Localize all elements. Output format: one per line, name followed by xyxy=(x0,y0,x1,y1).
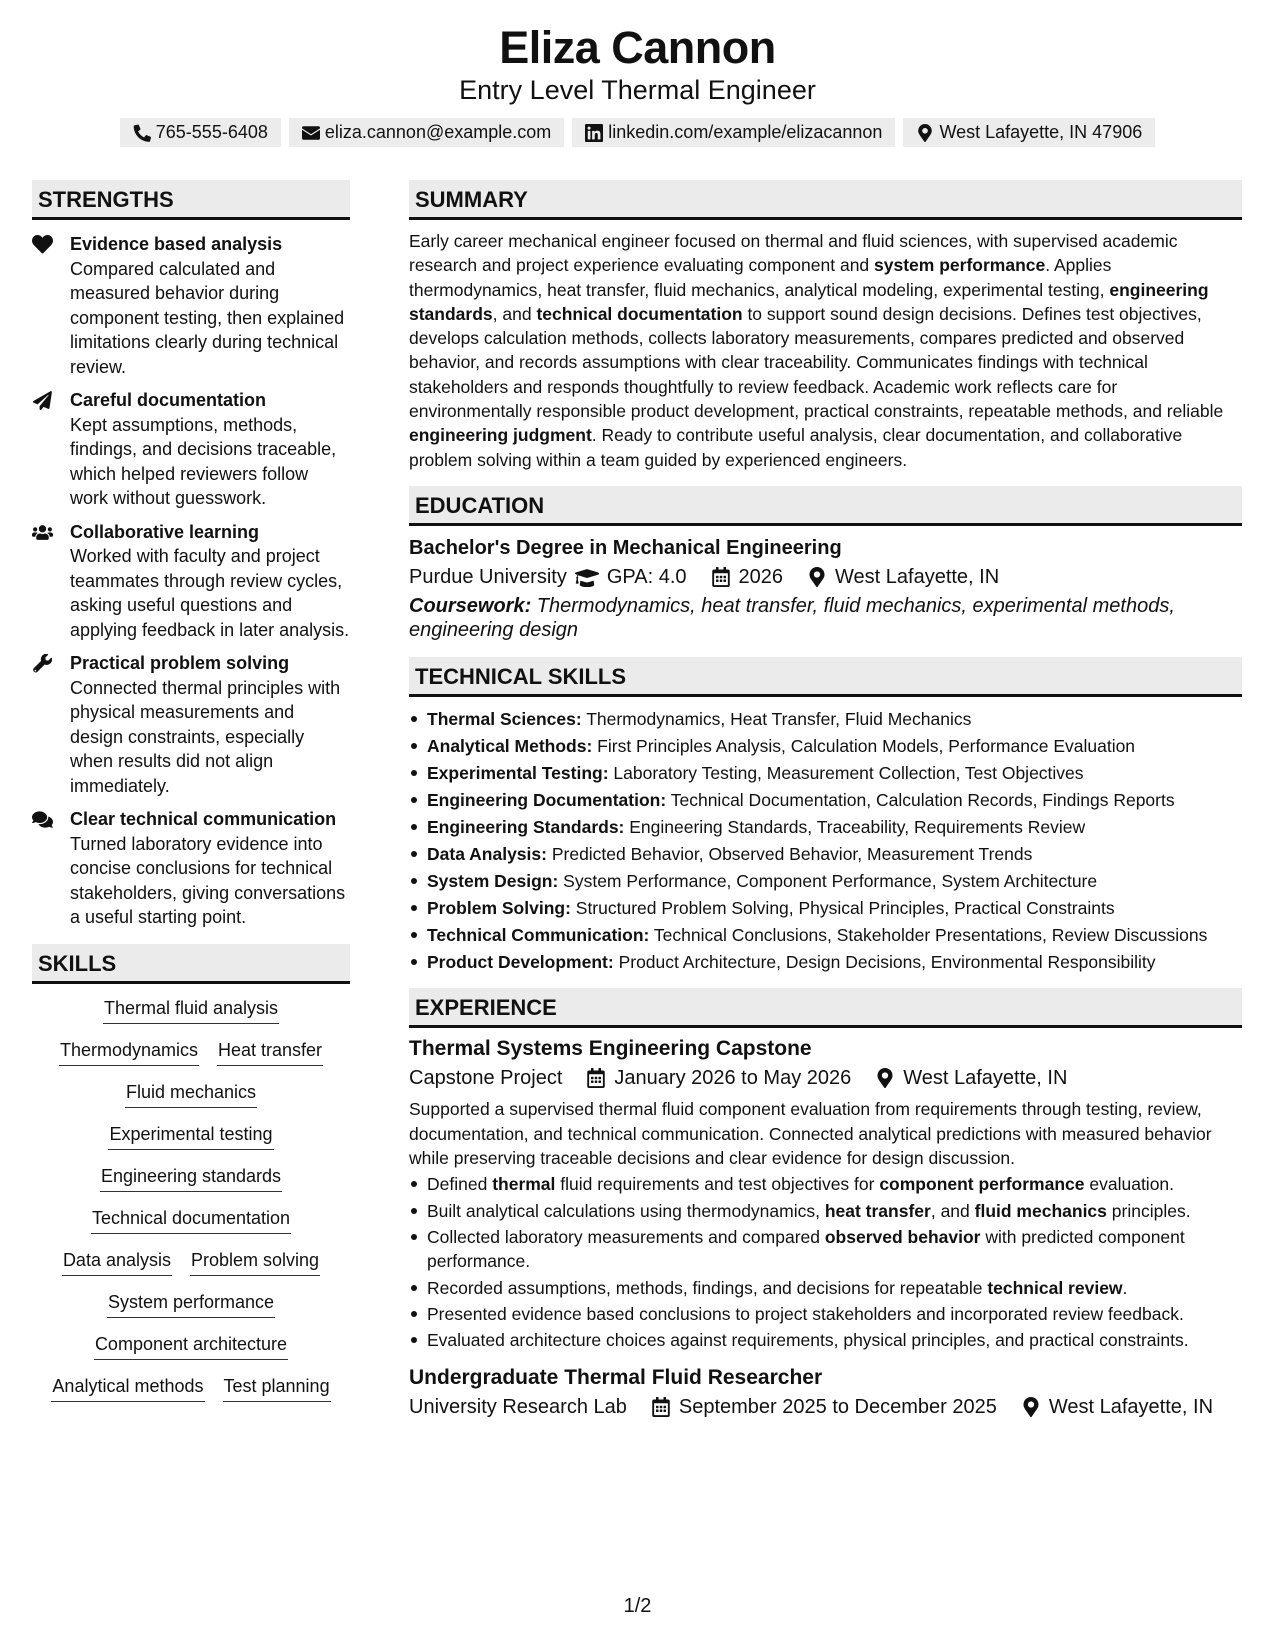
heart-icon xyxy=(32,235,53,254)
users-icon xyxy=(32,523,53,542)
map-pin-icon xyxy=(1021,1397,1041,1417)
skills-heading: SKILLS xyxy=(32,944,350,984)
role-location: West Lafayette, IN xyxy=(1048,1396,1214,1419)
skill-tag: Problem solving xyxy=(190,1248,320,1276)
technical-skills-heading: TECHNICAL SKILLS xyxy=(409,657,1242,697)
strength-item xyxy=(32,388,350,511)
role-title: Thermal Systems Engineering Capstone xyxy=(409,1037,812,1061)
skill-row xyxy=(32,1248,350,1276)
linkedin-icon xyxy=(585,124,603,142)
envelope-icon xyxy=(302,124,320,142)
contact-email[interactable] xyxy=(289,118,564,147)
strength-title: Careful documentation xyxy=(70,390,267,410)
skill-row xyxy=(32,1164,350,1192)
technical-skill-item: Problem Solving: Structured Problem Solving, Physical Principles, Practical Constraints xyxy=(427,896,1242,921)
skill-tag: Data analysis xyxy=(62,1248,172,1276)
role-location: West Lafayette, IN xyxy=(903,1067,1068,1090)
skill-row xyxy=(32,1290,350,1318)
skill-tag: Heat transfer xyxy=(217,1038,323,1066)
skill-tag: Test planning xyxy=(223,1374,331,1402)
strengths-list xyxy=(32,232,350,930)
role-bullet: Defined thermal fluid requirements and test objectives for component performance evaluation. xyxy=(427,1172,1242,1196)
education-entry xyxy=(409,534,1242,643)
coursework: Coursework: Thermodynamics, heat transfer, fluid mechanics, experimental methods, engineering design xyxy=(409,594,1175,642)
technical-skill-item: Engineering Standards: Engineering Standards, Traceability, Requirements Review xyxy=(427,815,1242,840)
strength-text: Worked with faculty and project teammates through review cycles, asking useful questions and applying feedback in later analysis. xyxy=(70,546,350,640)
strength-item xyxy=(32,520,350,643)
skill-tag: System performance xyxy=(107,1290,275,1318)
technical-skill-item: System Design: System Performance, Component Performance, System Architecture xyxy=(427,869,1242,894)
experience-entry xyxy=(409,1035,1242,1352)
role-meta xyxy=(409,1392,1242,1422)
candidate-title: Entry Level Thermal Engineer xyxy=(459,75,816,105)
contact-text: linkedin.com/example/elizacannon xyxy=(608,122,883,142)
skill-tag: Technical documentation xyxy=(91,1206,291,1234)
paper-plane-icon xyxy=(32,391,53,410)
strength-item xyxy=(32,651,350,798)
skill-tag: Thermal fluid analysis xyxy=(103,996,279,1024)
contact-phone[interactable] xyxy=(120,118,281,147)
contact-location xyxy=(903,118,1155,147)
role-bullet: Evaluated architecture choices against requirements, physical principles, and practical constraints. xyxy=(427,1328,1242,1352)
school-name: Purdue University xyxy=(409,565,567,588)
calendar-icon xyxy=(651,1397,671,1417)
strength-item xyxy=(32,232,350,379)
map-pin-icon xyxy=(875,1068,895,1088)
skill-row xyxy=(32,1122,350,1150)
degree-title: Bachelor's Degree in Mechanical Engineering xyxy=(409,536,842,559)
skill-row xyxy=(32,1374,350,1402)
experience-heading: EXPERIENCE xyxy=(409,988,1242,1028)
contact-text: West Lafayette, IN 47906 xyxy=(939,122,1143,142)
role-bullet: Presented evidence based conclusions to project stakeholders and incorporated review feedback. xyxy=(427,1302,1242,1326)
technical-skill-item: Thermal Sciences: Thermodynamics, Heat Transfer, Fluid Mechanics xyxy=(427,707,1242,732)
role-org: University Research Lab xyxy=(409,1396,627,1419)
summary-heading: SUMMARY xyxy=(409,180,1242,220)
wrench-icon xyxy=(32,654,53,673)
technical-skill-item: Engineering Documentation: Technical Documentation, Calculation Records, Findings Reports xyxy=(427,788,1242,813)
role-bullet: Built analytical calculations using thermodynamics, heat transfer, and fluid mechanics principles. xyxy=(427,1199,1242,1223)
skill-row xyxy=(32,1332,350,1360)
strength-title: Clear technical communication xyxy=(70,809,337,829)
role-bullets xyxy=(409,1172,1242,1352)
role-dates: September 2025 to December 2025 xyxy=(678,1396,997,1419)
strength-text: Turned laboratory evidence into concise conclusions for technical stakeholders, giving conversations a useful starting point. xyxy=(70,833,346,927)
skill-tag: Thermodynamics xyxy=(59,1038,199,1066)
strength-text: Compared calculated and measured behavior during component testing, then explained limitations clearly during technical review. xyxy=(70,258,345,377)
candidate-name: Eliza Cannon xyxy=(499,22,776,73)
phone-icon xyxy=(133,124,151,142)
school-location: West Lafayette, IN xyxy=(835,565,1000,588)
contact-text: eliza.cannon@example.com xyxy=(324,122,552,142)
role-description: Supported a supervised thermal fluid component evaluation from requirements through testing, review, documentation, and technical communication. Connected analytical predictions with measured behavior while preserving traceable decisions and clear evidence for design discussion. xyxy=(409,1099,1212,1169)
left-column xyxy=(32,180,350,1416)
technical-skill-item: Data Analysis: Predicted Behavior, Observed Behavior, Measurement Trends xyxy=(427,842,1242,867)
calendar-icon xyxy=(711,567,731,587)
contact-linkedin[interactable] xyxy=(572,118,895,147)
technical-skill-item: Experimental Testing: Laboratory Testing, Measurement Collection, Test Objectives xyxy=(427,761,1242,786)
skill-row xyxy=(32,1038,350,1066)
contact-bar xyxy=(0,118,1275,147)
skill-row xyxy=(32,1206,350,1234)
resume-header xyxy=(0,22,1275,147)
map-pin-icon xyxy=(916,124,934,142)
strengths-heading: STRENGTHS xyxy=(32,180,350,220)
role-bullet: Recorded assumptions, methods, findings, and decisions for repeatable technical review. xyxy=(427,1276,1242,1300)
strength-title: Practical problem solving xyxy=(70,653,290,673)
experience-entry xyxy=(409,1364,1242,1422)
skill-row xyxy=(32,996,350,1024)
skill-tag: Experimental testing xyxy=(108,1122,273,1150)
technical-skill-item: Technical Communication: Technical Conclusions, Stakeholder Presentations, Review Discussions xyxy=(427,923,1242,948)
technical-skills-list xyxy=(409,707,1242,975)
education-heading: EDUCATION xyxy=(409,486,1242,526)
education-meta xyxy=(409,562,1242,592)
strength-text: Kept assumptions, methods, findings, and decisions traceable, which helped reviewers follow work without guesswork. xyxy=(70,414,337,508)
skill-tag: Analytical methods xyxy=(51,1374,204,1402)
skill-row xyxy=(32,1080,350,1108)
role-meta xyxy=(409,1063,1242,1093)
role-bullet: Collected laboratory measurements and compared observed behavior with predicted component performance. xyxy=(427,1225,1242,1274)
technical-skill-item: Analytical Methods: First Principles Analysis, Calculation Models, Performance Evaluation xyxy=(427,734,1242,759)
strength-title: Collaborative learning xyxy=(70,521,260,542)
graduation-cap-icon xyxy=(575,567,599,587)
graduation-year: 2026 xyxy=(738,565,784,588)
skills-list xyxy=(32,996,350,1402)
skill-tag: Fluid mechanics xyxy=(125,1080,257,1108)
map-pin-icon xyxy=(807,567,827,587)
strength-title: Evidence based analysis xyxy=(70,234,283,254)
role-title: Undergraduate Thermal Fluid Researcher xyxy=(409,1366,823,1390)
strength-text: Connected thermal principles with physical measurements and design constraints, especially when results did not align immediately. xyxy=(70,677,341,796)
comments-icon xyxy=(32,810,53,829)
role-org: Capstone Project xyxy=(409,1067,563,1090)
gpa: GPA: 4.0 xyxy=(606,565,687,588)
summary-text: Early career mechanical engineer focused on thermal and fluid sciences, with supervised academic research and project experience evaluating component and system performance. Applies thermodynamics, heat transfer, fluid mechanics, analytical modeling, experimental testing, engineering standards, and technical documentation to support sound design decisions. Defines test objectives, develops calculation methods, collects laboratory measurements, compares predicted and observed behavior, and records assumptions with clear traceability. Communicates findings with technical stakeholders and responds thoughtfully to review feedback. Academic work reflects care for environmentally responsible product development, practical constraints, repeatable methods, and reliable engineering judgment. Ready to contribute useful analysis, clear documentation, and collaborative problem solving within a team guided by experienced engineers. xyxy=(409,231,1224,470)
page-number: 1/2 xyxy=(623,1595,652,1617)
calendar-icon xyxy=(586,1068,606,1088)
skill-tag: Engineering standards xyxy=(100,1164,282,1192)
role-dates: January 2026 to May 2026 xyxy=(614,1067,852,1090)
right-column xyxy=(409,180,1242,1422)
technical-skill-item: Product Development: Product Architecture, Design Decisions, Environmental Responsibility xyxy=(427,950,1242,975)
skill-tag: Component architecture xyxy=(94,1332,288,1360)
contact-text: 765-555-6408 xyxy=(155,122,268,142)
strength-item xyxy=(32,807,350,930)
